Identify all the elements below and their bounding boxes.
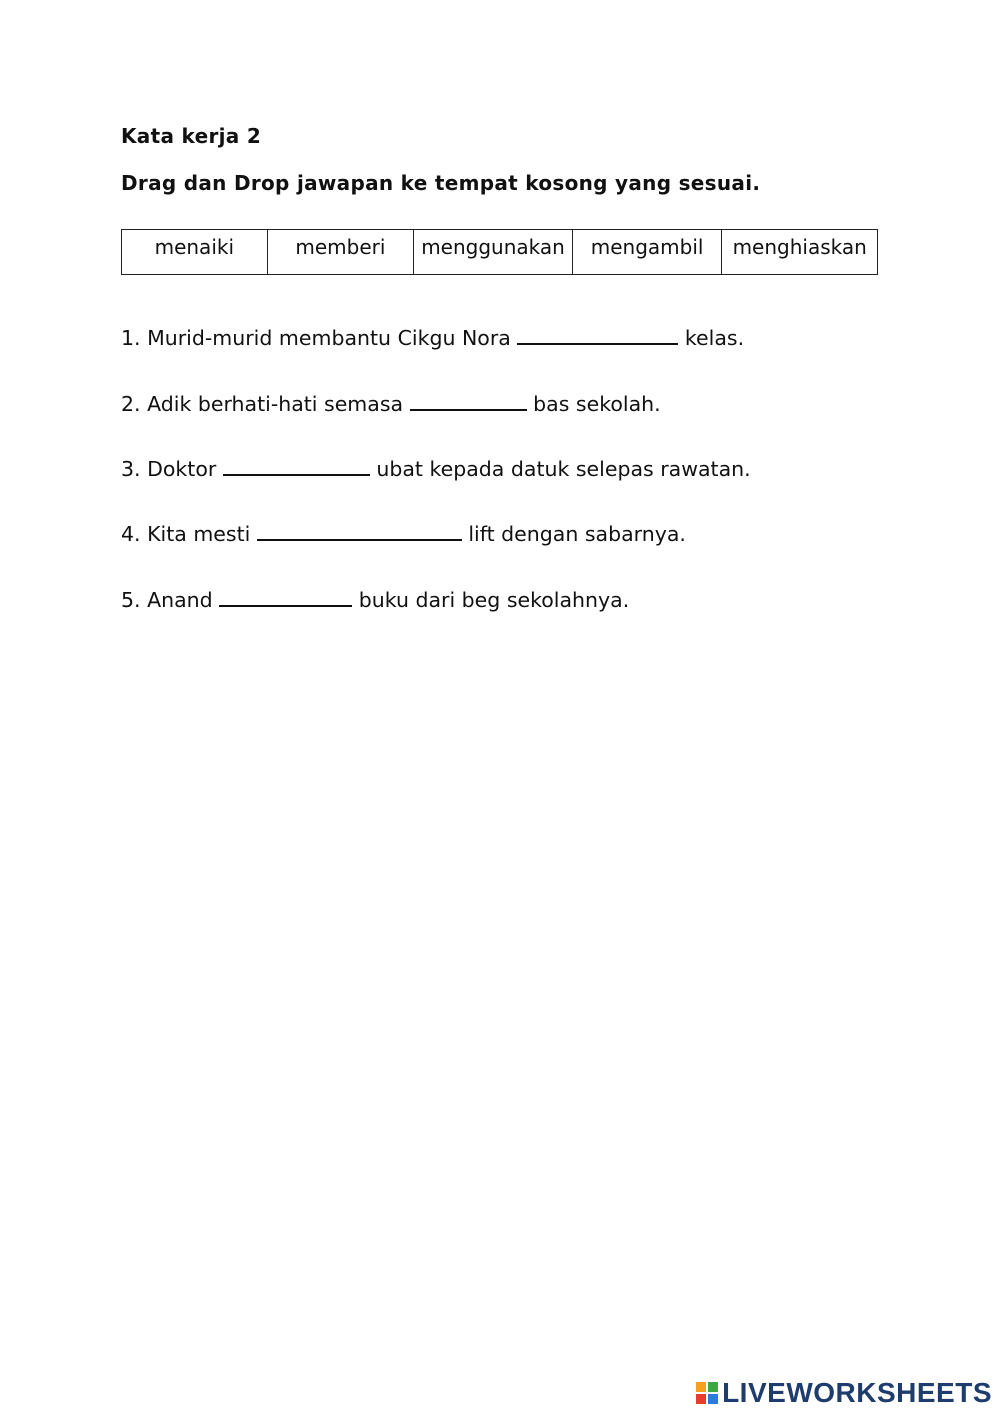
answer-blank-2[interactable] bbox=[410, 393, 527, 411]
question-3 bbox=[121, 457, 751, 481]
logo-square bbox=[696, 1382, 706, 1392]
logo-square bbox=[696, 1394, 706, 1404]
answer-blank-4[interactable] bbox=[257, 523, 462, 541]
answer-blank-1[interactable] bbox=[517, 327, 678, 345]
question-text: 1. Murid-murid membantu Cikgu Nora bbox=[121, 326, 518, 350]
question-text: 3. Doktor bbox=[121, 457, 223, 481]
liveworksheets-logo bbox=[696, 1377, 992, 1409]
question-text: bas sekolah. bbox=[526, 392, 661, 416]
brand-name: LIVEWORKSHEETS bbox=[722, 1377, 992, 1408]
question-text: buku dari beg sekolahnya. bbox=[352, 588, 630, 612]
question-text: 5. Anand bbox=[121, 588, 220, 612]
question-text: lift dengan sabarnya. bbox=[461, 522, 686, 546]
word-bank-table bbox=[121, 229, 878, 275]
question-text: kelas. bbox=[678, 326, 745, 350]
word-option-menghiaskan[interactable]: menghiaskan bbox=[732, 235, 867, 259]
instruction-text: Drag dan Drop jawapan ke tempat kosong yang sesuai. bbox=[121, 171, 761, 195]
word-option-mengambil[interactable]: mengambil bbox=[573, 230, 723, 274]
question-1 bbox=[121, 326, 744, 350]
word-option-memberi[interactable]: memberi bbox=[268, 230, 415, 274]
answer-blank-3[interactable] bbox=[223, 458, 370, 476]
logo-square bbox=[708, 1394, 718, 1404]
worksheet-title: Kata kerja 2 bbox=[121, 124, 262, 148]
logo-grid-icon bbox=[696, 1382, 718, 1404]
question-2 bbox=[121, 392, 661, 416]
question-text: ubat kepada datuk selepas rawatan. bbox=[369, 457, 751, 481]
question-4 bbox=[121, 522, 686, 546]
word-option-menggunakan[interactable]: menggunakan bbox=[414, 230, 573, 274]
question-text: 2. Adik berhati-hati semasa bbox=[121, 392, 410, 416]
question-5 bbox=[121, 588, 629, 612]
question-text: 4. Kita mesti bbox=[121, 522, 257, 546]
word-option-menaiki[interactable]: menaiki bbox=[122, 230, 268, 274]
answer-blank-5[interactable] bbox=[219, 589, 352, 607]
logo-square bbox=[708, 1382, 718, 1392]
